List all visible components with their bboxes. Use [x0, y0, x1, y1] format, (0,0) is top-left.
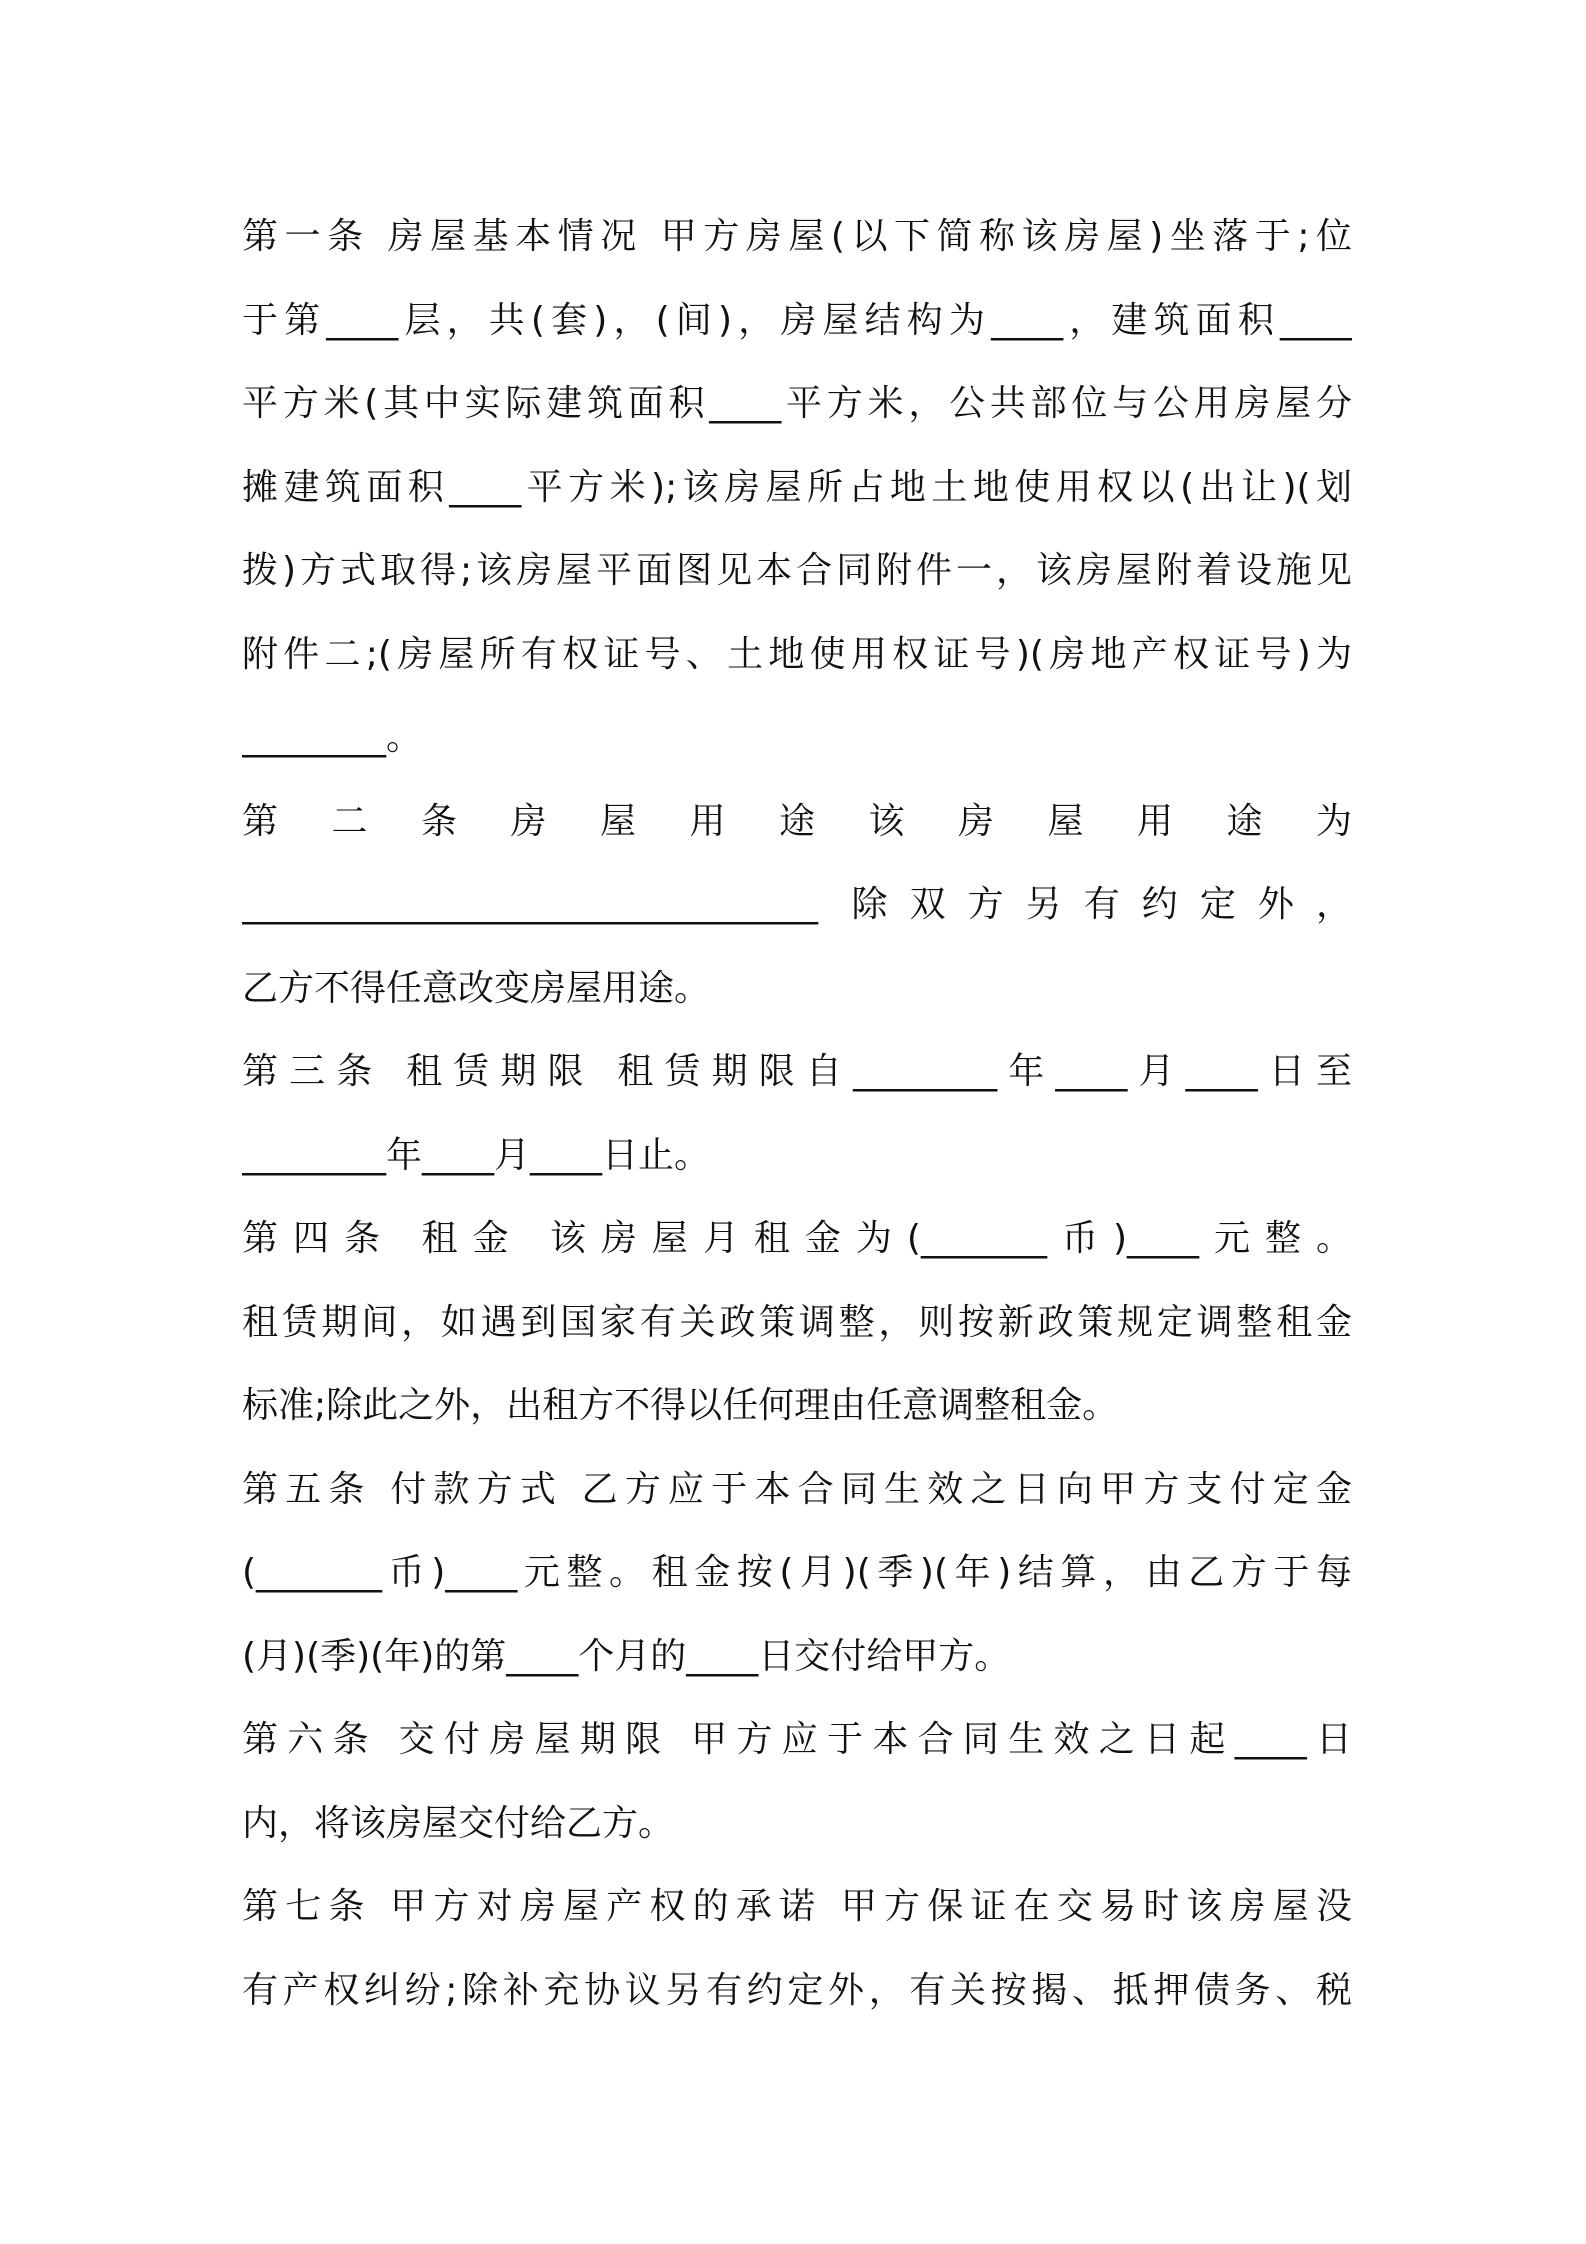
article-1-line-6: 附件二;(房屋所有权证号、土地使用权证号)(房地产权证号)为 [242, 633, 1352, 675]
article-7-line-1: 第七条 甲方对房屋产权的承诺 甲方保证在交易时该房屋没 [242, 1886, 1352, 1927]
article-5-line-1: 第五条 付款方式 乙方应于本合同生效之日向甲方支付定金 [242, 1468, 1352, 1510]
article-1-line-4: 摊建筑面积____平方米);该房屋所占地土地使用权以(出让)(划 [242, 466, 1352, 508]
article-7-line-2: 有产权纠纷;除补充协议另有约定外，有关按揭、抵押债务、税 [242, 1969, 1352, 2011]
article-2-line-3: 乙方不得任意改变房屋用途。 [242, 967, 711, 1009]
article-6-line-2: 内，将该房屋交付给乙方。 [242, 1802, 675, 1844]
contract-text [242, 195, 1352, 2032]
article-1-line-7: ________。 [242, 717, 423, 758]
article-2-line-2: ________________________________ 除双方另有约定外， [242, 884, 1352, 925]
article-1-line-2: 于第____层，共(套)，(间)，房屋结构为____，建筑面积____ [242, 299, 1352, 341]
article-3-line-2: ________年____月____日止。 [242, 1134, 711, 1176]
article-1-line-3: 平方米(其中实际建筑面积____平方米，公共部位与公用房屋分 [242, 383, 1352, 424]
article-4-line-3: 标准;除此之外，出租方不得以任何理由任意调整租金。 [242, 1385, 1119, 1426]
article-4-line-2: 租赁期间，如遇到国家有关政策调整，则按新政策规定调整租金 [242, 1301, 1352, 1343]
article-1-line-5: 拨)方式取得;该房屋平面图见本合同附件一，该房屋附着设施见 [242, 550, 1352, 591]
article-2-line-1: 第 二 条 房 屋 用 途 该 房 屋 用 途 为 [242, 800, 1352, 842]
article-4-line-1: 第四条 租金 该房屋月租金为(_______币)____元整。 [242, 1218, 1352, 1259]
article-5-line-2: (_______币)____元整。租金按(月)(季)(年)结算，由乙方于每 [242, 1552, 1352, 1593]
article-5-line-3: (月)(季)(年)的第____个月的____日交付给甲方。 [242, 1635, 1011, 1677]
article-1-line-1: 第一条 房屋基本情况 甲方房屋(以下简称该房屋)坐落于;位 [242, 216, 1352, 257]
article-3-line-1: 第三条 租赁期限 租赁期限自________年____月____日至 [242, 1051, 1352, 1092]
article-6-line-1: 第六条 交付房屋期限 甲方应于本合同生效之日起____日 [242, 1719, 1352, 1760]
